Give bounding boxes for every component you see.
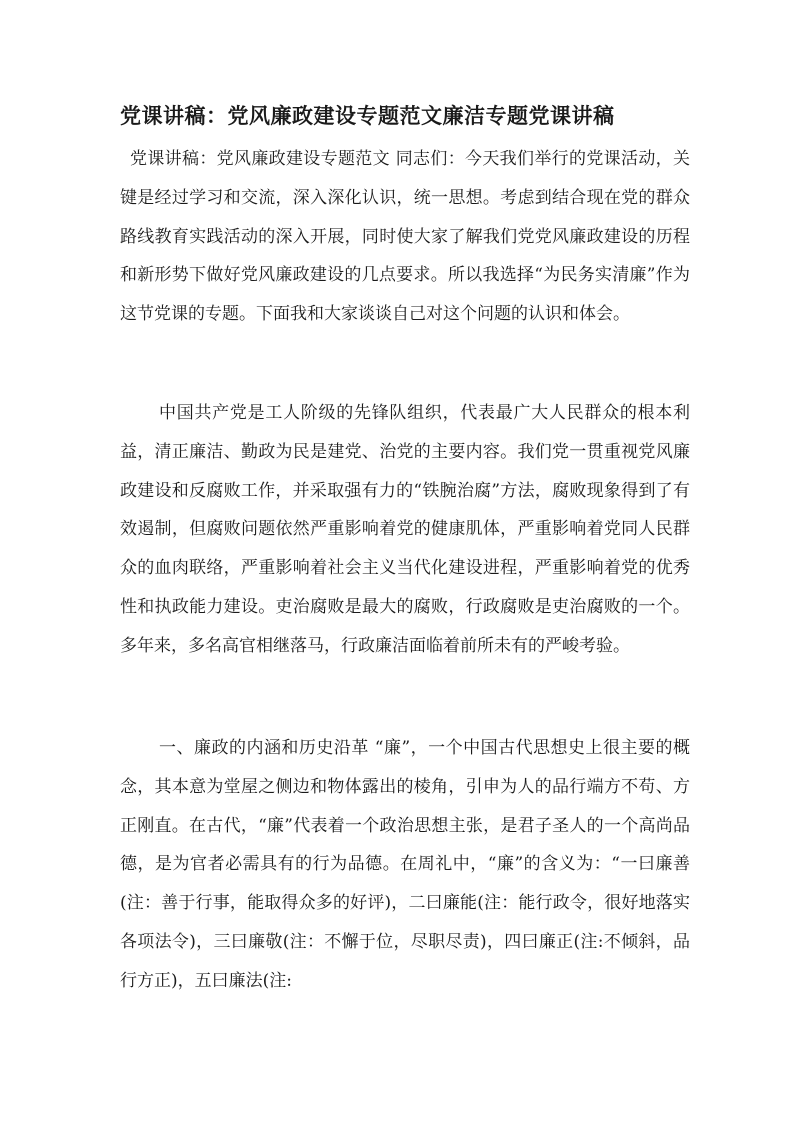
- paragraph-party-background: 中国共产党是工人阶级的先锋队组织，代表最广大人民群众的根本利益，清正廉洁、勤政为民是建党、治党的主要内容。我们党一贯重视党风廉政建设和反腐败工作，并采取强有力的“铁腕治腐”方法，腐败现象得到了有效遏制，但腐败问题依然严重影响着党的健康肌体，严重影响着党同人民群众的血肉联络，严重影响着社会主义当代化建设进程，严重影响着党的优秀性和执政能力建设。吏治腐败是最大的腐败，行政腐败是吏治腐败的一个。多年来，多名高官相继落马，行政廉洁面临着前所未有的严峻考验。: [120, 403, 690, 656]
- paragraph-lian-history: 一、廉政的内涵和历史沿革 “廉”，一个中国古代思想史上很主要的概念，其本意为堂屋之侧边和物体露出的棱角，引申为人的品行端方不苟、方正刚直。在古代，“廉”代表着一个政治思想主张，是君子圣人的一个高尚品德，是为官者必需具有的行为品德。在周礼中，“廉”的含义为：“一曰廉善(注：善于行事，能取得众多的好评)，二曰廉能(注：能行政令，很好地落实各项法令)，三曰廉敬(注：不懈于位，尽职尽责)，四曰廉正(注:不倾斜，品行方正)，五曰廉法(注:: [120, 738, 690, 991]
- paragraph-intro: 党课讲稿：党风廉政建设专题范文 同志们：今天我们举行的党课活动，关键是经过学习和交流，深入深化认识，统一思想。考虑到结合现在党的群众路线教育实践活动的深入开展，同时使大家了解我们党党风廉政建设的历程和新形势下做好党风廉政建设的几点要求。所以我选择“为民务实清廉”作为这节党课的专题。下面我和大家谈谈自己对这个问题的认识和体会。: [120, 149, 690, 325]
- page-title: 党课讲稿：党风廉政建设专题范文廉洁专题党课讲稿: [120, 103, 615, 128]
